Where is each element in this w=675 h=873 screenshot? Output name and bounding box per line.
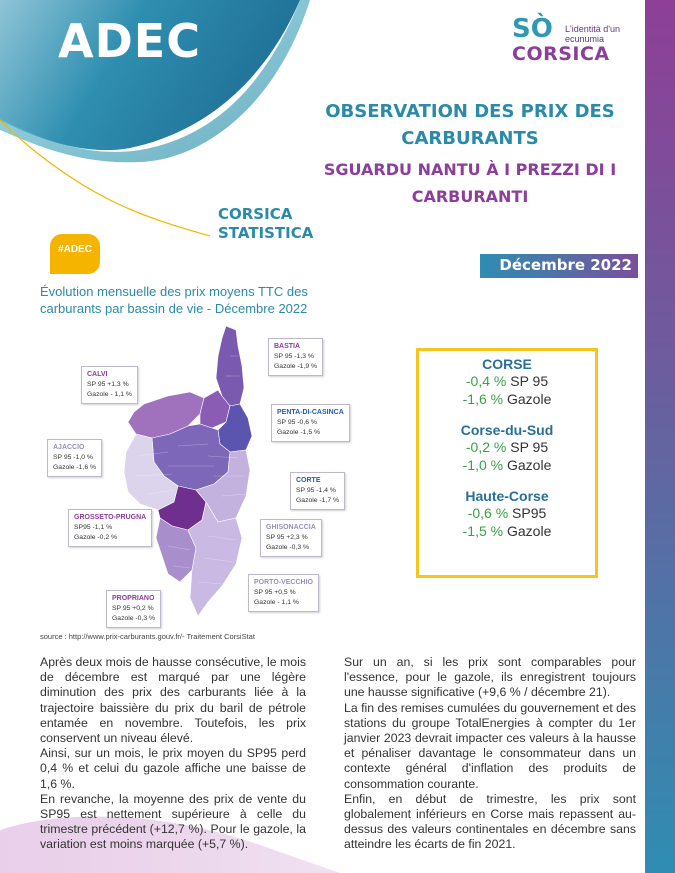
corsica-logo bbox=[512, 14, 632, 70]
hashtag-badge: #ADEC bbox=[50, 234, 100, 274]
corsica-map bbox=[118, 326, 268, 626]
body-paragraph: Sur un an, si les prix sont comparables pour l'essence, pour le gazole, ils enregistrent toujours une hausse significative (+9,6 % / décembre 21). bbox=[344, 655, 636, 700]
map-label-bastia: BASTIA SP 95 -1,3 % Gazole -1,9 % bbox=[268, 338, 323, 376]
summary-corse-du-sud: Corse-du-Sud -0,2 % SP 95 -1,0 % Gazole bbox=[460, 422, 554, 473]
page-title-fr: OBSERVATION DES PRIX DES CARBURANTS bbox=[325, 101, 615, 149]
right-color-band bbox=[645, 0, 675, 873]
body-column-right bbox=[344, 655, 636, 853]
map-title: Évolution mensuelle des prix moyens TTC des carburants par bassin de vie - Décembre 2022 bbox=[40, 284, 308, 316]
map-label-grosseto: GROSSETO-PRUGNA SP95 -1,1 % Gazole -0,2 % bbox=[68, 509, 152, 547]
body-paragraph: Après deux mois de hausse consécutive, le mois de décembre est marqué par une légère diminution des prix des carburants liée à la trajectoire baissière du prix du baril de pétrole entamée en novembre. Toutefois, les prix conservent un niveau élevé. bbox=[40, 655, 306, 746]
date-banner bbox=[480, 254, 638, 278]
body-paragraph: La fin des remises cumulées du gouvernement et des stations du groupe TotalEnergies à compter du 1er janvier 2023 devrait impacter ces valeurs à la hausse et pénaliser davantage le consommateur dans un contexte général d'inflation des produits de consommation courante. bbox=[344, 700, 636, 791]
brand-logo: ADEC bbox=[58, 14, 201, 68]
body-paragraph: Ainsi, sur un mois, le prix moyen du SP95 perd 0,4 % et celui du gazole affiche une baisse de 1,6 %. bbox=[40, 746, 306, 791]
summary-box bbox=[416, 348, 598, 578]
map-label-porto-vecchio: PORTO-VECCHIO SP 95 +0,5 % Gazole - 1,1 % bbox=[248, 574, 319, 612]
map-label-propriano: PROPRIANO SP 95 +0,2 % Gazole -0,3 % bbox=[106, 590, 161, 628]
map-label-ajaccio: AJACCIO SP 95 -1,0 % Gazole -1,6 % bbox=[47, 439, 102, 477]
summary-haute-corse: Haute-Corse -0,6 % SP95 -1,5 % Gazole bbox=[462, 488, 552, 539]
logo-tagline: L'identità d'un ecunumia bbox=[565, 24, 620, 44]
map-label-corte: CORTE SP 95 -1,4 % Gazole -1,7 % bbox=[290, 472, 345, 510]
map-label-penta: PENTA-DI-CASINCA SP 95 -0,6 % Gazole -1,5 % bbox=[271, 404, 350, 442]
map-source: source : http://www.prix-carburants.gouv.fr/- Traitement CorsiStat bbox=[40, 632, 255, 641]
date-text: Décembre 2022 bbox=[499, 256, 632, 274]
map-label-calvi: CALVI SP 95 +1,3 % Gazole - 1,1 % bbox=[81, 366, 138, 404]
body-paragraph: En revanche, la moyenne des prix de vente du SP95 est nettement supérieure à celle du trimestre précédent (+12,7 %). Pour le gazole, la variation est moins marquée (+5,7 %). bbox=[40, 791, 306, 852]
summary-corse: CORSE -0,4 % SP 95 -1,6 % Gazole bbox=[462, 356, 552, 407]
corsica-statistica-label: CORSICA STATISTICA bbox=[218, 205, 314, 242]
logo-name: CORSICA bbox=[512, 43, 610, 65]
logo-mark: SÒ bbox=[512, 14, 553, 44]
body-paragraph: Enfin, en début de trimestre, les prix sont globalement inférieurs en Corse mais repassent au-dessus des valeurs continentales en décembre sans atteindre les écarts de fin 2021. bbox=[344, 791, 636, 852]
page-title-co: SGUARDU NANTU À I PREZZI DI I CARBURANTI bbox=[323, 160, 617, 206]
body-column-left bbox=[40, 655, 306, 853]
map-label-ghisonaccia: GHISONACCIA SP 95 +2,3 % Gazole -0,3 % bbox=[260, 519, 322, 557]
